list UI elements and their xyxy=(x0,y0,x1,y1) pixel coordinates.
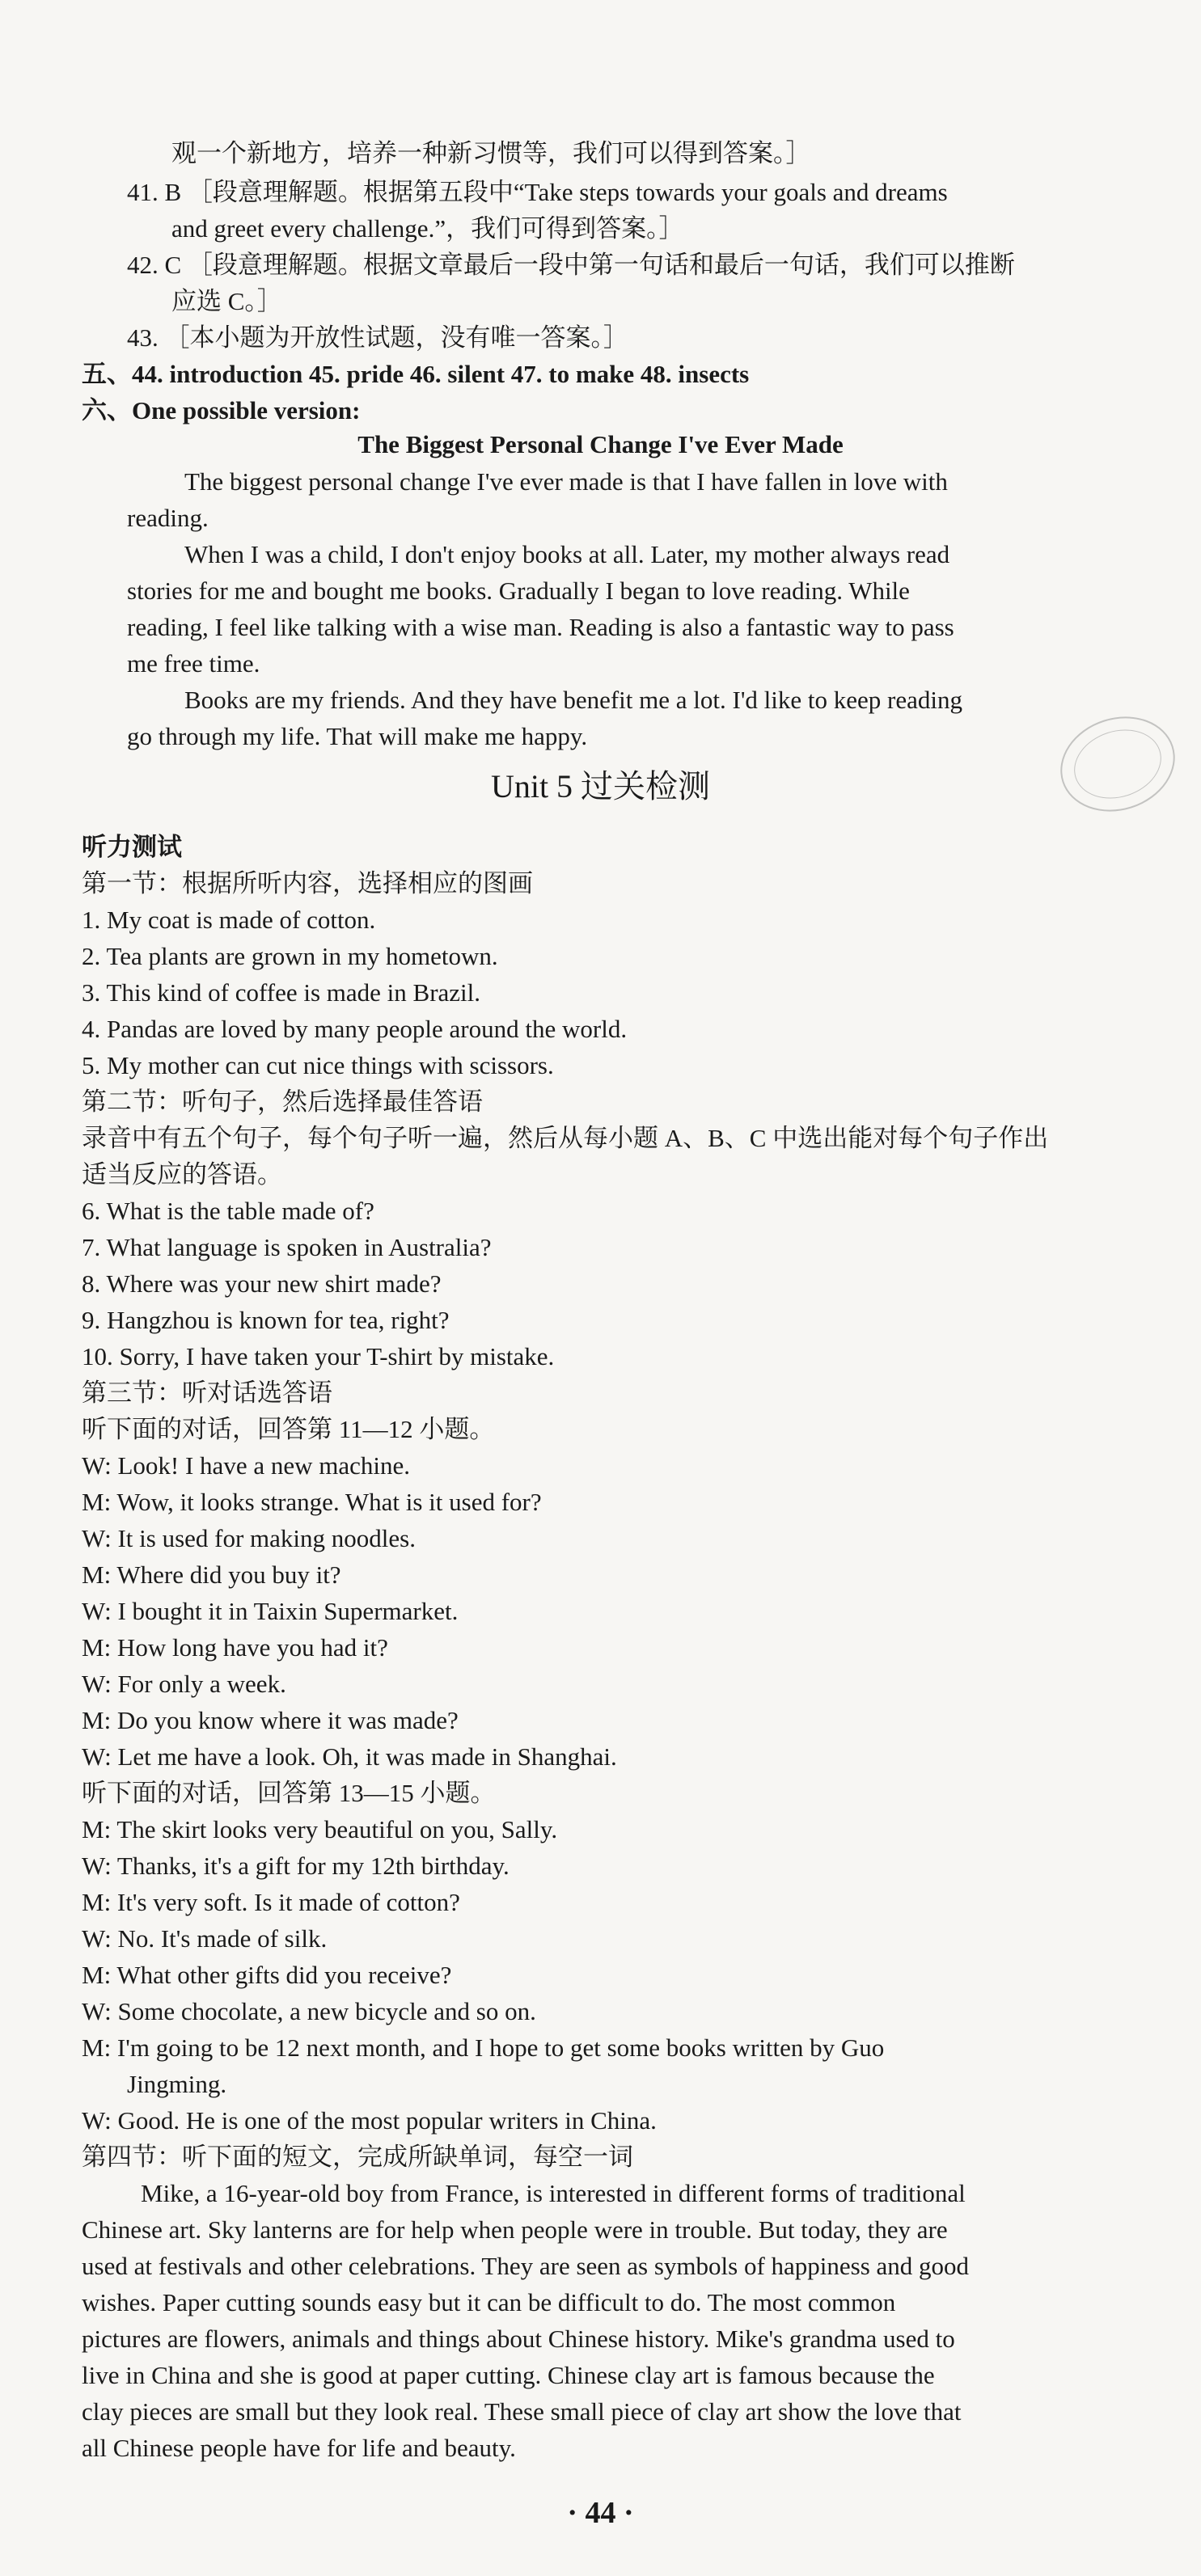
dialogue-line: W: It is used for making noodles. xyxy=(82,1524,416,1552)
essay-line: The biggest personal change I've ever made is that I have fallen in love with xyxy=(184,467,948,496)
listening-heading: 听力测试 xyxy=(82,833,182,861)
part-one-heading: 第一节：根据所听内容，选择相应的图画 xyxy=(82,869,533,897)
page-number: · 44 · xyxy=(567,2496,634,2530)
passage-line: clay pieces are small but they look real. These small piece of clay art show the love that xyxy=(82,2397,962,2426)
script-line: 6. What is the table made of? xyxy=(82,1197,374,1225)
script-line: 7. What language is spoken in Australia? xyxy=(82,1233,492,1261)
dialogue-instruction: 听下面的对话，回答第 13—15 小题。 xyxy=(82,1779,496,1807)
dialogue-line: W: Thanks, it's a gift for my 12th birthday. xyxy=(82,1852,510,1880)
dialogue-line: W: Look! I have a new machine. xyxy=(82,1451,410,1480)
answer-41-continuation: and greet every challenge.”，我们可得到答案。］ xyxy=(171,214,684,243)
passage-line: used at festivals and other celebrations. They are seen as symbols of happiness and good xyxy=(82,2252,970,2280)
passage-line: all Chinese people have for life and beauty. xyxy=(82,2434,516,2462)
answer-42-continuation: 应选 C。］ xyxy=(171,287,282,315)
dialogue-line: Jingming. xyxy=(127,2070,227,2098)
unit-title: Unit 5 过关检测 xyxy=(490,768,711,804)
part-four-heading: 第四节：听下面的短文，完成所缺单词，每空一词 xyxy=(82,2143,633,2171)
section-five-answers: 五、44. introduction 45. pride 46. silent 47. to make 48. insects xyxy=(82,360,750,388)
essay-line: stories for me and bought me books. Gradually I began to love reading. While xyxy=(127,576,910,605)
script-line: 10. Sorry, I have taken your T-shirt by mistake. xyxy=(82,1342,555,1370)
dialogue-line: M: Do you know where it was made? xyxy=(82,1706,459,1734)
answer-43: 43. ［本小题为开放性试题，没有唯一答案。］ xyxy=(127,323,628,352)
dialogue-line: M: I'm going to be 12 next month, and I hope to get some books written by Guo xyxy=(82,2033,885,2062)
dialogue-line: M: What other gifts did you receive? xyxy=(82,1961,452,1989)
essay-line: go through my life. That will make me happy. xyxy=(127,722,588,750)
dialogue-line: M: The skirt looks very beautiful on you, Sally. xyxy=(82,1815,558,1843)
dialogue-line: M: Wow, it looks strange. What is it used for? xyxy=(82,1488,542,1516)
dialogue-line: W: No. It's made of silk. xyxy=(82,1924,328,1953)
passage-line: Chinese art. Sky lanterns are for help when people were in trouble. But today, they are xyxy=(82,2215,948,2244)
dialogue-line: W: Let me have a look. Oh, it was made in Shanghai. xyxy=(82,1742,617,1771)
script-line: 8. Where was your new shirt made? xyxy=(82,1269,442,1298)
dialogue-line: W: I bought it in Taixin Supermarket. xyxy=(82,1597,459,1625)
dialogue-line: W: Good. He is one of the most popular writers in China. xyxy=(82,2106,657,2135)
dialogue-line: M: It's very soft. Is it made of cotton? xyxy=(82,1888,460,1916)
essay-line: reading, I feel like talking with a wise man. Reading is also a fantastic way to pass xyxy=(127,613,954,641)
answer-41: 41. B ［段意理解题。根据第五段中“Take steps towards your goals and dreams xyxy=(127,178,948,206)
script-line: 1. My coat is made of cotton. xyxy=(82,906,376,934)
passage-line: live in China and she is good at paper cutting. Chinese clay art is famous because the xyxy=(82,2361,935,2389)
essay-line: reading. xyxy=(127,504,209,532)
passage-line: Mike, a 16-year-old boy from France, is interested in different forms of traditional xyxy=(141,2179,966,2207)
stamp-seal xyxy=(1048,703,1187,826)
part-two-heading: 第二节：听句子，然后选择最佳答语 xyxy=(82,1087,483,1116)
passage-line: wishes. Paper cutting sounds easy but it can be difficult to do. The most common xyxy=(82,2288,896,2316)
dialogue-line: W: Some chocolate, a new bicycle and so on. xyxy=(82,1997,536,2025)
essay-line: me free time. xyxy=(127,649,260,678)
answer-42: 42. C ［段意理解题。根据文章最后一段中第一句话和最后一句话，我们可以推断 xyxy=(127,251,1015,279)
essay-line: Books are my friends. And they have benefit me a lot. I'd like to keep reading xyxy=(184,686,962,714)
script-line: 9. Hangzhou is known for tea, right? xyxy=(82,1306,450,1334)
instruction-line: 适当反应的答语。 xyxy=(82,1160,282,1189)
part-three-heading: 第三节：听对话选答语 xyxy=(82,1379,332,1407)
dialogue-line: M: Where did you buy it? xyxy=(82,1560,341,1589)
script-line: 4. Pandas are loved by many people around the world. xyxy=(82,1015,628,1043)
answer-40-continuation: 观一个新地方，培养一种新习惯等，我们可以得到答案。］ xyxy=(171,139,811,167)
script-line: 2. Tea plants are grown in my hometown. xyxy=(82,942,498,970)
passage-line: pictures are flowers, animals and things about Chinese history. Mike's grandma used to xyxy=(82,2325,955,2353)
essay-line: When I was a child, I don't enjoy books at all. Later, my mother always read xyxy=(184,540,950,568)
script-line: 3. This kind of coffee is made in Brazil. xyxy=(82,978,481,1007)
dialogue-line: W: For only a week. xyxy=(82,1670,286,1698)
dialogue-instruction: 听下面的对话，回答第 11—12 小题。 xyxy=(82,1415,495,1443)
script-line: 5. My mother can cut nice things with scissors. xyxy=(82,1051,554,1079)
dialogue-line: M: How long have you had it? xyxy=(82,1633,388,1662)
essay-title: The Biggest Personal Change I've Ever Made xyxy=(357,430,844,458)
instruction-line: 录音中有五个句子，每个句子听一遍，然后从每小题 A、B、C 中选出能对每个句子作出 xyxy=(82,1124,1049,1152)
section-six-heading: 六、One possible version: xyxy=(82,396,361,424)
